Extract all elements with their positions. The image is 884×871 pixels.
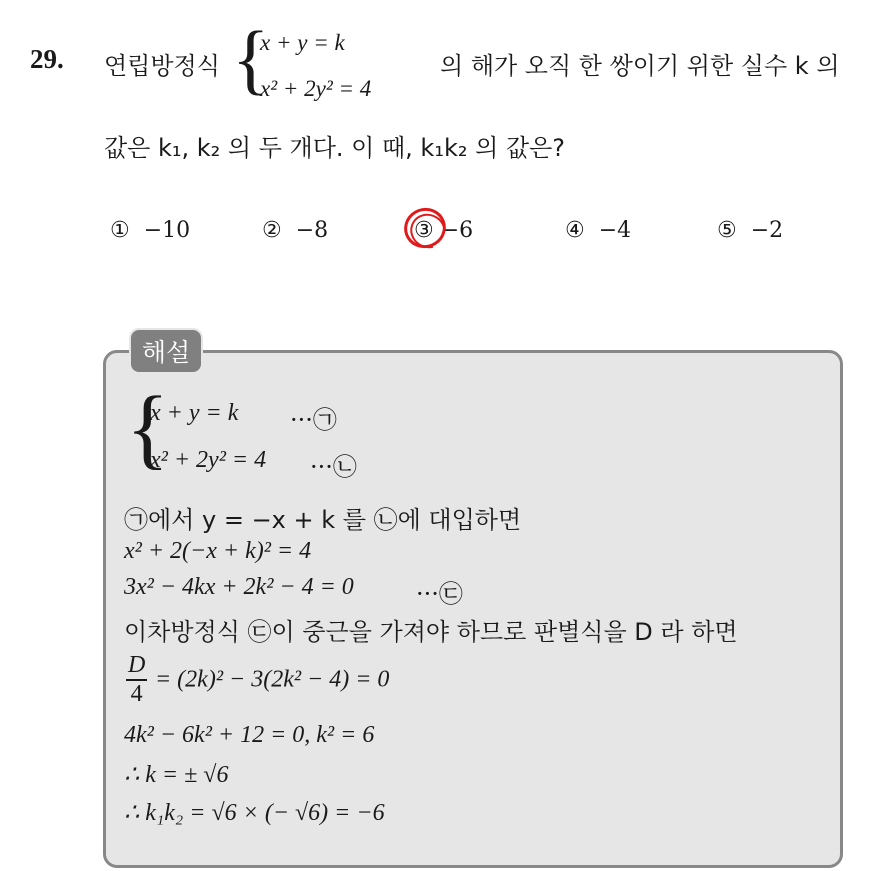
choice-5[interactable]: [717, 218, 783, 243]
choice-4-number: ④: [565, 218, 585, 243]
choice-1-number: ①: [110, 218, 130, 243]
solution-sys2: x² + 2y² = 4: [150, 447, 267, 473]
solution-tag: 해설: [129, 328, 203, 374]
solution-line3: 3x² − 4kx + 2k² − 4 = 0: [124, 574, 354, 600]
solution-line2: x² + 2(−x + k)² = 4: [124, 538, 312, 564]
solution-line6: 4k² − 6k² + 12 = 0, k² = 6: [124, 722, 375, 748]
choice-3-value: −6: [440, 218, 474, 243]
question-eq2: x² + 2y² = 4: [260, 76, 372, 101]
solution-system-brace: {: [126, 379, 170, 478]
solution-fraction: [126, 652, 147, 708]
question-eq1: x + y = k: [260, 30, 345, 55]
question-suffix: 의 해가 오직 한 쌍이기 위한 실수 k 의: [440, 52, 840, 80]
choice-3-number: ③: [414, 218, 434, 243]
choice-1[interactable]: [110, 218, 190, 243]
solution-line1: ㉠에서 y = −x + k 를 ㉡에 대입하면: [124, 506, 522, 534]
solution-sys1-mark: ···㉠: [290, 406, 337, 434]
solution-sys2-mark: ···㉡: [310, 453, 357, 481]
solution-line7: ∴ k = ± √6: [124, 762, 229, 788]
choice-2-value: −8: [295, 218, 329, 243]
fraction-denominator: 4: [130, 681, 143, 707]
solution-line5: [126, 652, 389, 708]
solution-line8: ∴ k₁k₂ = √6 × (− √6) = −6: [124, 800, 385, 826]
solution-box: [103, 350, 843, 868]
choice-5-value: −2: [750, 218, 784, 243]
solution-line3-mark: ···㉢: [416, 580, 463, 608]
choice-1-value: −10: [143, 218, 191, 243]
question-line2: 값은 k₁, k₂ 의 두 개다. 이 때, k₁k₂ 의 값은?: [104, 134, 566, 162]
choice-2[interactable]: [262, 218, 328, 243]
solution-line4: 이차방정식 ㉢이 중근을 가져야 하므로 판별식을 D 라 하면: [124, 618, 738, 646]
choice-4-value: −4: [598, 218, 632, 243]
question-prefix: 연립방정식: [104, 52, 220, 80]
choice-2-number: ②: [262, 218, 282, 243]
choice-4[interactable]: [565, 218, 631, 243]
question-number: 29.: [30, 44, 64, 74]
choice-5-number: ⑤: [717, 218, 737, 243]
system-brace: {: [232, 15, 270, 102]
solution-line5-rest: = (2k)² − 3(2k² − 4) = 0: [154, 666, 390, 693]
fraction-numerator: D: [126, 652, 147, 681]
solution-sys1: x + y = k: [150, 400, 239, 426]
